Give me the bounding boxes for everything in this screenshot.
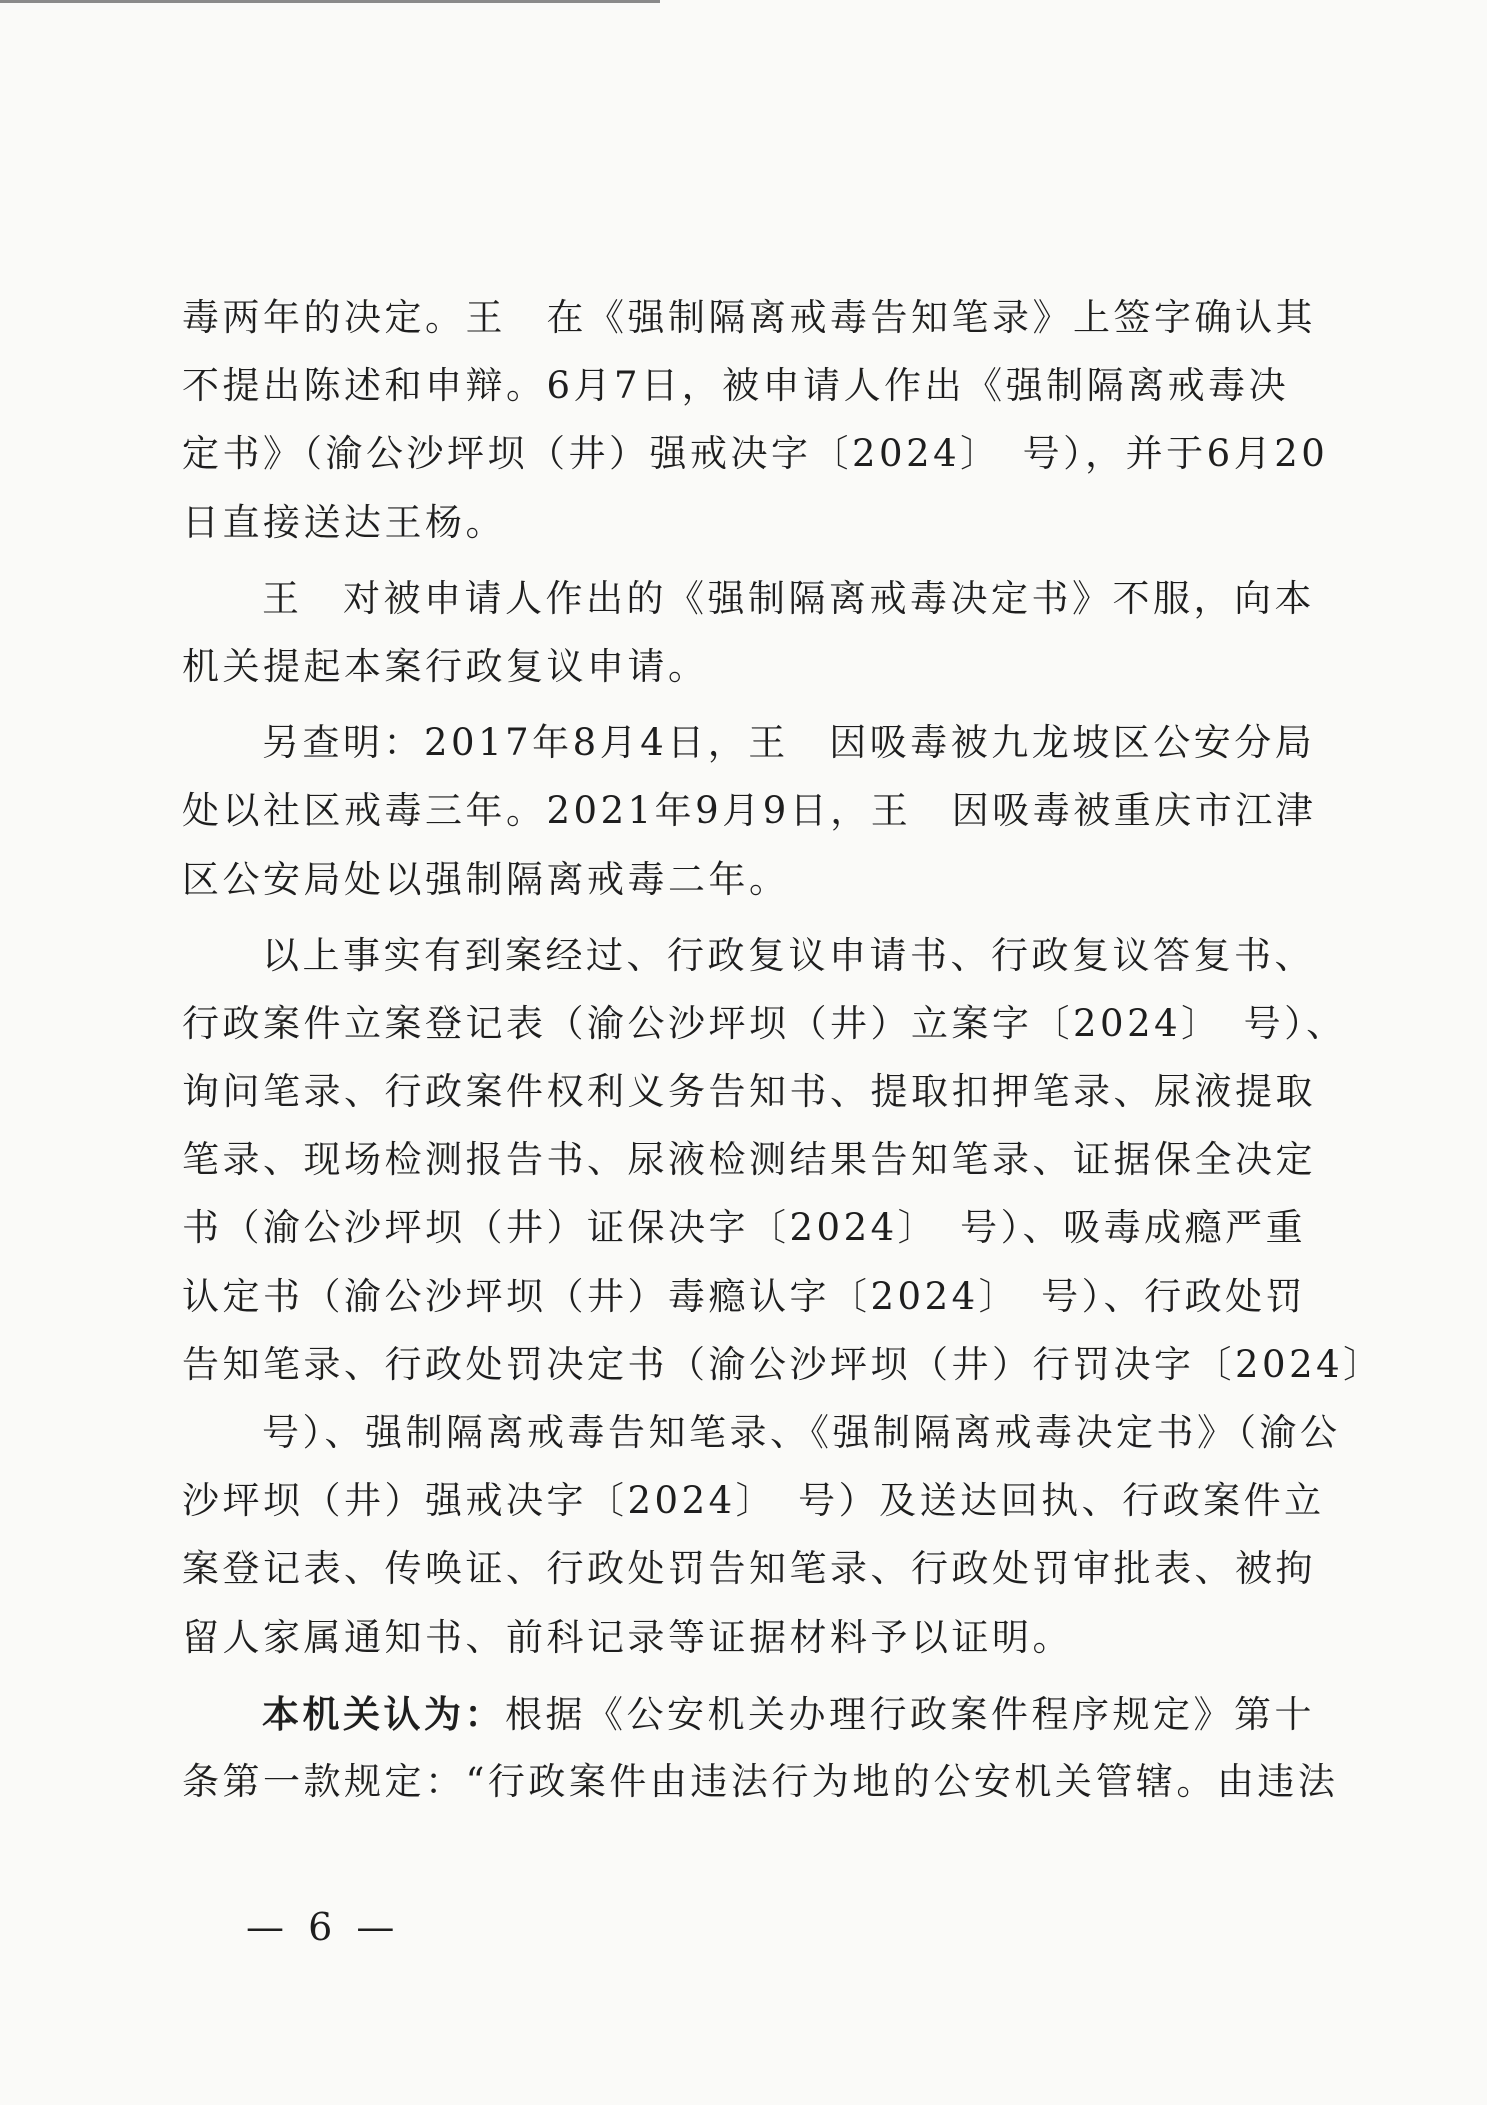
text-line: 号）、强制隔离戒毒告知笔录、《强制隔离戒毒决定书》（渝公 [262,1411,1341,1454]
text-line [182,1680,1315,1748]
text-line: 区公安局处以强制隔离戒毒二年。 [182,857,790,901]
text-line: 案登记表、传唤证、行政处罚告知笔录、行政处罚审批表、被拘 [182,1547,1316,1591]
text-line: 条第一款规定：“行政案件由违法行为地的公安机关管辖。由违法 [182,1759,1339,1803]
text-line: 机关提起本案行政复议申请。 [182,644,709,688]
text-line: 询问笔录、行政案件权利义务告知书、提取扣押笔录、尿液提取 [182,1070,1316,1114]
text-line: 定书》（渝公沙坪坝（井）强戒决字〔2024〕 号），并于6月20 [182,432,1329,476]
text-line: 留人家属通知书、前科记录等证据材料予以证明。 [182,1615,1073,1659]
text-line: 笔录、现场检测报告书、尿液检测结果告知笔录、证据保全决定 [182,1138,1316,1182]
text-line: 处以社区戒毒三年。2021年9月9日，王 因吸毒被重庆市江津 [182,789,1317,833]
text-line: 日直接送达王杨。 [182,500,506,544]
conclusion-lead: 本机关认为： [262,1691,505,1736]
text-line: 书（渝公沙坪坝（井）证保决字〔2024〕 号）、吸毒成瘾严重 [182,1206,1307,1250]
text-line: 不提出陈述和申辩。6月7日，被申请人作出《强制隔离戒毒决 [182,364,1290,408]
text-line: 行政案件立案登记表（渝公沙坪坝（井）立案字〔2024〕 号）、 [182,1001,1347,1045]
body-text [182,284,1384,1816]
scan-edge-line [0,0,660,3]
text-span: 根据《公安机关办理行政案件程序规定》第十 [505,1692,1315,1736]
text-line: 认定书（渝公沙坪坝（井）毒瘾认字〔2024〕 号）、行政处罚 [182,1274,1307,1318]
text-line: 以上事实有到案经过、行政复议申请书、行政复议答复书、 [262,933,1315,977]
text-line: 告知笔录、行政处罚决定书（渝公沙坪坝（井）行罚决字〔2024〕 [182,1342,1384,1386]
text-line: 沙坪坝（井）强戒决字〔2024〕 号）及送达回执、行政案件立 [182,1479,1325,1523]
text-line: 毒两年的决定。王 在《强制隔离戒毒告知笔录》上签字确认其 [182,296,1316,339]
text-line: 另查明：2017年8月4日，王 因吸毒被九龙坡区公安分局 [262,721,1316,765]
text-line: 王 对被申请人作出的《强制隔离戒毒决定书》不服，向本 [262,576,1315,620]
page-number: — 6 — [246,1905,401,1949]
